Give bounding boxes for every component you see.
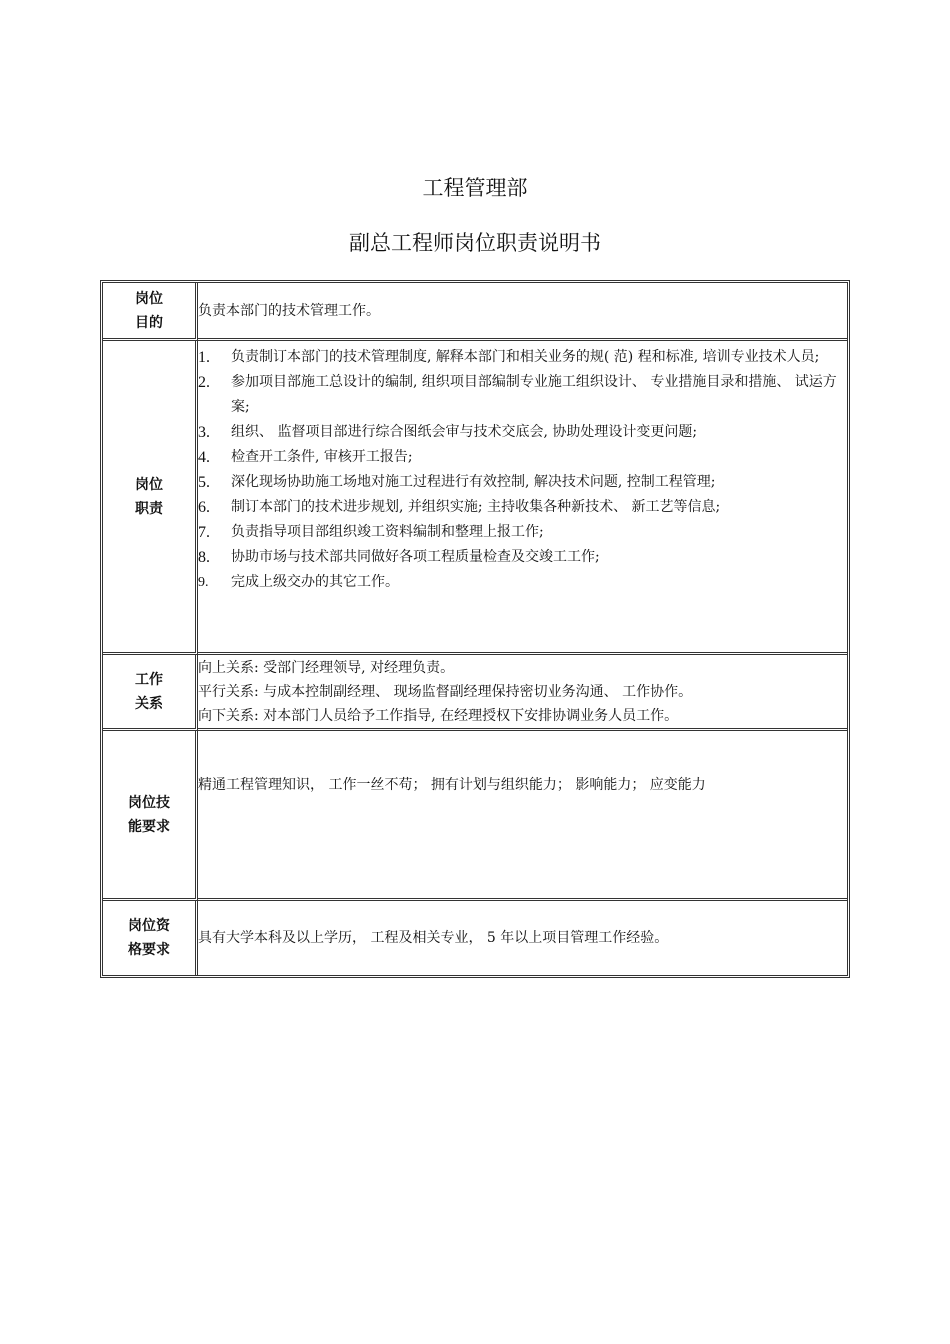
duty-item: [198, 470, 847, 495]
duty-item: [198, 545, 847, 570]
duty-text: 参加项目部施工总设计的编制, 组织项目部编制专业施工组织设计、 专业措施目录和措施、 试运方案;: [231, 374, 837, 415]
duty-number: 6.: [198, 499, 210, 516]
row-duties: [103, 341, 847, 655]
duty-text: 检查开工条件, 审核开工报告;: [231, 449, 413, 465]
row-purpose: [103, 283, 847, 341]
duties-content: [198, 341, 847, 655]
relation-downward: 向下关系: 对本部门人员给予工作指导, 在经理授权下安排协调业务人员工作。: [198, 707, 679, 724]
duties-label: [103, 341, 198, 655]
row-qualifications: [103, 901, 847, 975]
duty-number: 2.: [198, 374, 210, 391]
duty-text: 深化现场协助施工场地对施工过程进行有效控制, 解决技术问题, 控制工程管理;: [231, 474, 716, 490]
duty-item: [198, 420, 847, 445]
qualifications-label: [103, 901, 198, 975]
skills-text: 精通工程管理知识， 工作一丝不苟； 拥有计划与组织能力； 影响能力； 应变能力: [198, 731, 847, 901]
duty-text: 完成上级交办的其它工作。: [231, 574, 399, 590]
department-title: 工程管理部: [422, 176, 528, 200]
purpose-label: [103, 283, 198, 341]
job-description-table: [100, 280, 850, 978]
duty-text: 协助市场与技术部共同做好各项工程质量检查及交竣工工作;: [231, 549, 600, 565]
purpose-label-line-2: 目的: [135, 314, 163, 331]
qualifications-label-line-2: 格要求: [128, 942, 170, 958]
duty-text: 制订本部门的技术进步规划, 并组织实施; 主持收集各种新技术、 新工艺等信息;: [231, 499, 721, 515]
duty-number: 3.: [198, 424, 210, 441]
relations-label: [103, 655, 198, 731]
purpose-label-line-1: 岗位: [135, 290, 163, 307]
duties-label-line-2: 职责: [135, 500, 163, 517]
duty-number: 4.: [198, 449, 210, 466]
skills-label-line-2: 能要求: [128, 818, 170, 835]
relations-label-line-2: 关系: [135, 695, 163, 712]
row-relations: [103, 655, 847, 731]
duty-text: 组织、 监督项目部进行综合图纸会审与技术交底会, 协助处理设计变更问题;: [231, 424, 698, 440]
duty-item: [198, 370, 847, 420]
relation-upward: 向上关系: 受部门经理领导, 对经理负责。: [198, 659, 455, 676]
row-skills: [103, 731, 847, 901]
relations-label-line-1: 工作: [135, 671, 163, 688]
document-title: 副总工程师岗位职责说明书: [349, 231, 601, 255]
duty-number: 8.: [198, 549, 210, 566]
duties-label-line-1: 岗位: [135, 476, 163, 493]
duty-item: [198, 520, 847, 545]
duties-list: [198, 345, 847, 595]
relations-content: [198, 655, 847, 731]
duty-text: 负责制订本部门的技术管理制度, 解释本部门和相关业务的规( 范) 程和标准, 培训专业技术人员;: [231, 349, 820, 365]
qualifications-text: 具有大学本科及以上学历， 工程及相关专业， 5 年以上项目管理工作经验。: [198, 930, 669, 946]
duty-item: [198, 570, 847, 595]
duty-number: 9.: [198, 575, 209, 590]
skills-label: [103, 731, 198, 901]
duty-text: 负责指导项目部组织竣工资料编制和整理上报工作;: [231, 524, 544, 540]
duty-item: [198, 345, 847, 370]
skills-label-line-1: 岗位技: [128, 794, 170, 811]
relation-parallel: 平行关系: 与成本控制副经理、 现场监督副经理保持密切业务沟通、 工作协作。: [198, 683, 693, 700]
duty-number: 1.: [198, 349, 210, 366]
duty-item: [198, 445, 847, 470]
duty-number: 5.: [198, 474, 210, 491]
duty-item: [198, 495, 847, 520]
duty-number: 7.: [198, 524, 210, 541]
qualifications-label-line-1: 岗位资: [128, 918, 170, 934]
purpose-text: 负责本部门的技术管理工作。: [198, 283, 847, 341]
